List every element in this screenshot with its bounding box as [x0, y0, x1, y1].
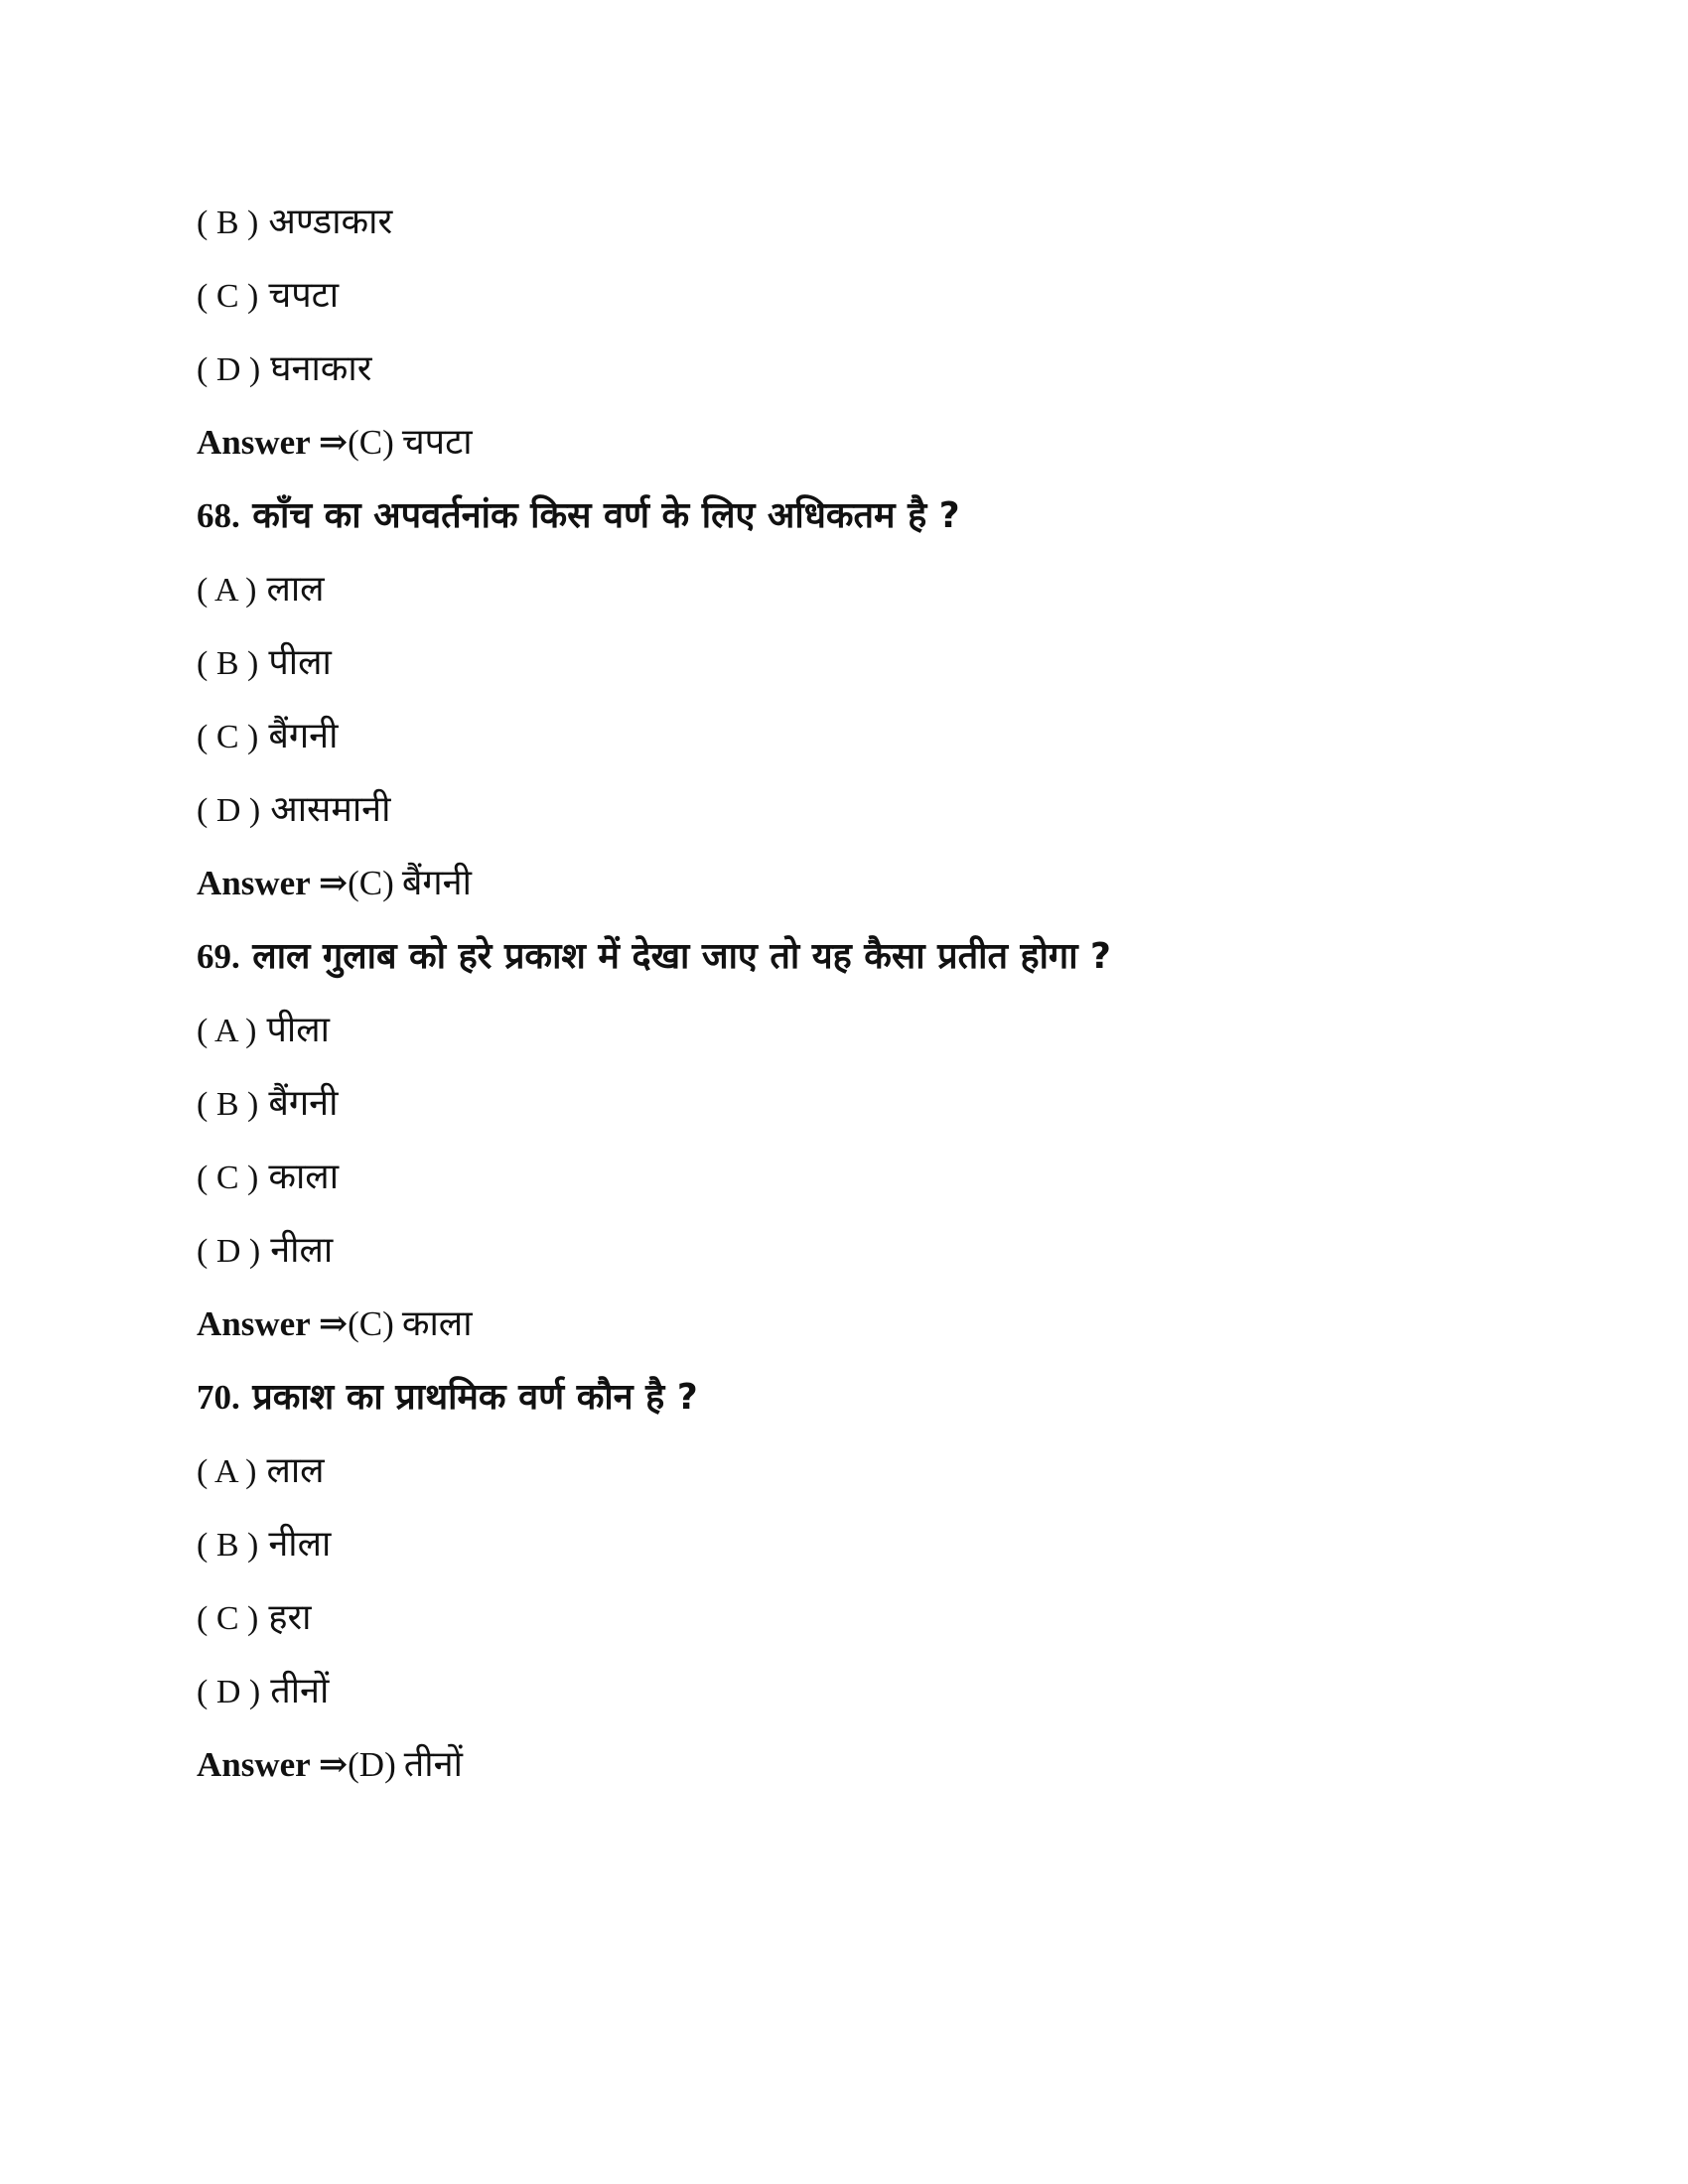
q68-option-c: [197, 707, 338, 766]
answer-text: काला: [401, 1303, 473, 1344]
q69-option-c: [197, 1148, 339, 1207]
option-label: ( C ): [197, 1600, 259, 1637]
option-label: ( D ): [197, 351, 261, 388]
q67-option-b: [197, 193, 392, 252]
answer-text: बैंगनी: [401, 863, 472, 903]
q69-option-d: [197, 1221, 333, 1281]
answer-option: (D): [348, 1745, 396, 1784]
q68-answer: [197, 854, 472, 913]
option-text: चपटा: [268, 275, 340, 316]
answer-key-label: Answer ⇒: [197, 423, 349, 462]
answer-option: (C): [348, 1304, 394, 1343]
option-text: लाल: [266, 569, 325, 610]
question-text: लाल गुलाब को हरे प्रकाश में देखा जाए तो यह कैसा प्रतीत होगा ?: [252, 936, 1111, 977]
option-label: ( B ): [197, 1086, 259, 1123]
option-label: ( C ): [197, 719, 259, 755]
q68-option-b: [197, 633, 332, 693]
q68-question: [197, 486, 960, 546]
option-label: ( C ): [197, 278, 259, 315]
option-label: ( A ): [197, 572, 257, 609]
option-label: ( A ): [197, 1013, 257, 1049]
q69-answer: [197, 1295, 473, 1354]
q70-question: [197, 1368, 698, 1428]
q70-answer: [197, 1735, 463, 1795]
answer-key-label: Answer ⇒: [197, 1745, 349, 1784]
q70-option-d: [197, 1662, 329, 1721]
question-text: प्रकाश का प्राथमिक वर्ण कौन है ?: [252, 1377, 698, 1418]
option-text: हरा: [268, 1597, 312, 1638]
answer-text: तीनों: [403, 1744, 463, 1785]
question-number: 69.: [197, 937, 240, 976]
option-label: ( B ): [197, 205, 259, 241]
answer-key-label: Answer ⇒: [197, 1304, 349, 1343]
question-text: काँच का अपवर्तनांक किस वर्ण के लिए अधिकतम है ?: [252, 495, 960, 536]
option-text: अण्डाकार: [268, 202, 393, 242]
q69-option-a: [197, 1001, 330, 1060]
answer-option: (C): [348, 864, 394, 902]
question-number: 68.: [197, 496, 240, 535]
q68-option-a: [197, 560, 325, 619]
q70-option-a: [197, 1441, 325, 1501]
question-number: 70.: [197, 1378, 240, 1417]
option-text: पीला: [266, 1010, 330, 1050]
q67-option-d: [197, 340, 371, 399]
option-text: तीनों: [270, 1671, 330, 1711]
answer-option: (C): [348, 423, 394, 462]
option-label: ( C ): [197, 1160, 259, 1196]
q70-option-b: [197, 1515, 331, 1574]
option-text: घनाकार: [270, 348, 372, 389]
q67-answer: [197, 413, 473, 473]
option-text: लाल: [266, 1450, 325, 1491]
q70-option-c: [197, 1588, 312, 1648]
option-label: ( D ): [197, 1233, 261, 1270]
option-text: बैंगनी: [268, 716, 339, 756]
option-label: ( D ): [197, 1674, 261, 1710]
option-label: ( B ): [197, 645, 259, 682]
option-label: ( A ): [197, 1453, 257, 1490]
option-text: बैंगनी: [268, 1083, 339, 1124]
option-text: नीला: [270, 1230, 334, 1271]
q68-option-d: [197, 780, 391, 840]
option-label: ( B ): [197, 1527, 259, 1564]
q69-option-b: [197, 1074, 338, 1134]
option-text: नीला: [268, 1524, 332, 1565]
option-text: पीला: [268, 642, 332, 683]
q67-option-c: [197, 266, 339, 326]
option-label: ( D ): [197, 792, 261, 829]
answer-key-label: Answer ⇒: [197, 864, 349, 902]
option-text: काला: [268, 1157, 340, 1197]
option-text: आसमानी: [270, 789, 391, 830]
q69-question: [197, 927, 1111, 987]
answer-text: चपटा: [401, 422, 473, 463]
